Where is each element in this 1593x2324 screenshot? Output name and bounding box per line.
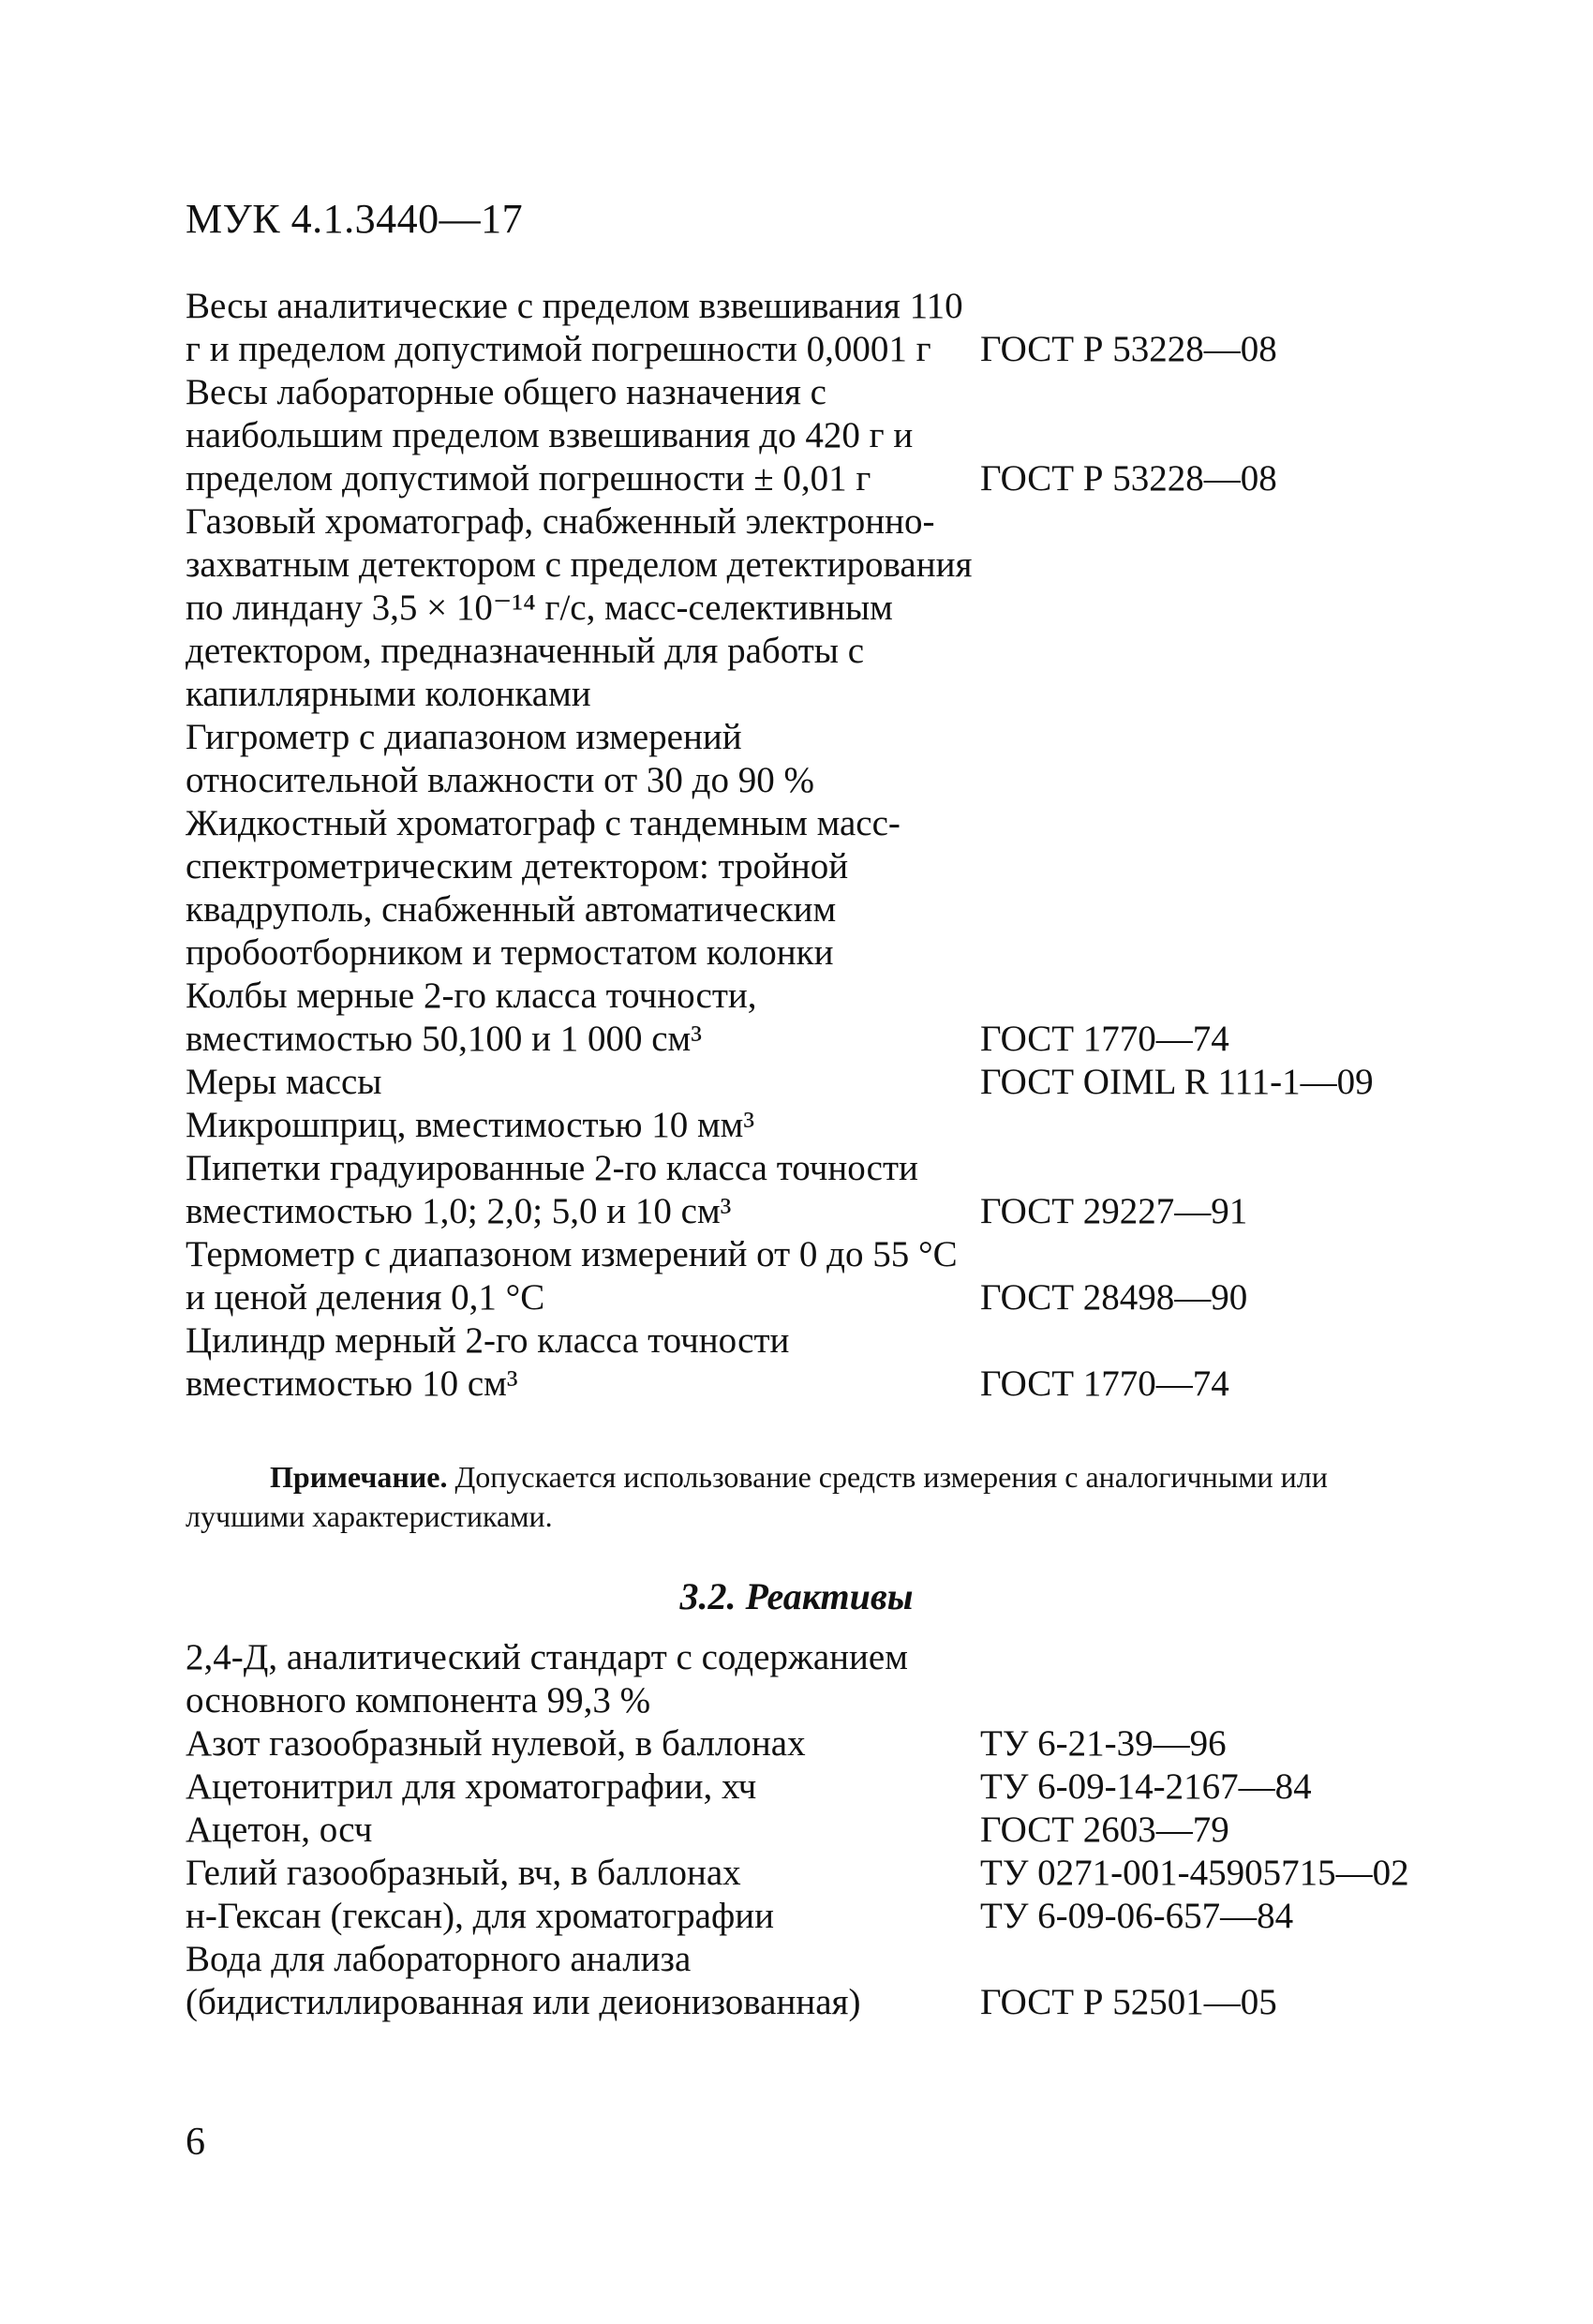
- list-item: [186, 1233, 1441, 1319]
- list-item: [186, 1852, 1441, 1895]
- item-name: Микрошприц, вместимостью 10 мм³: [186, 1105, 755, 1145]
- list-item: [186, 1319, 1441, 1406]
- item-name: Вода для лабораторного анализа (бидистиллированная или деионизованная): [186, 1939, 861, 2022]
- list-item: [186, 1104, 1441, 1147]
- item-name: Гигрометр с диапазоном измерений относительной влажности от 30 до 90 %: [186, 717, 814, 800]
- list-item: [186, 1722, 1441, 1765]
- item-standard: ГОСТ 1770—74: [980, 1363, 1229, 1404]
- note-text: Допускается использование средств измерения с аналогичными или лучшими характеристиками.: [186, 1460, 1328, 1533]
- item-name: Азот газообразный нулевой, в баллонах: [186, 1723, 806, 1764]
- item-standard: ГОСТ OIML R 111-1—09: [980, 1062, 1374, 1102]
- list-item: [186, 1636, 1441, 1722]
- item-name: Жидкостный хроматограф с тандемным масс-спектрометрическим детектором: тройной квадруполь, снабженный автоматическим пробоотборником и термостатом колонки: [186, 803, 901, 973]
- note-paragraph: [186, 1457, 1404, 1536]
- item-standard: ТУ 6-09-06-657—84: [980, 1896, 1294, 1936]
- item-standard: ГОСТ 28498—90: [980, 1277, 1248, 1318]
- item-name: Цилиндр мерный 2-го класса точности вместимостью 10 см³: [186, 1320, 790, 1404]
- item-standard: ГОСТ 29227—91: [980, 1191, 1248, 1231]
- item-standard: ГОСТ Р 53228—08: [980, 458, 1277, 499]
- item-name: Термометр с диапазоном измерений от 0 до 55 °С и ценой деления 0,1 °С: [186, 1234, 958, 1318]
- item-name: Газовый хроматограф, снабженный электронно-захватным детектором с пределом детектирования по линдану 3,5 × 10⁻¹⁴ г/с, масс-селективным детектором, предназначенный для работы с капиллярными колонками: [186, 501, 973, 714]
- list-item: [186, 716, 1441, 802]
- list-item: [186, 1765, 1441, 1809]
- list-item: [186, 1938, 1441, 2024]
- item-name: Ацетонитрил для хроматографии, хч: [186, 1766, 757, 1807]
- list-item: [186, 975, 1441, 1061]
- list-item: [186, 285, 1441, 371]
- list-item: [186, 1895, 1441, 1938]
- note-label: Примечание.: [270, 1460, 448, 1494]
- item-name: 2,4-Д, аналитический стандарт с содержанием основного компонента 99,3 %: [186, 1637, 908, 1721]
- item-name: Меры массы: [186, 1062, 382, 1102]
- item-standard: ГОСТ Р 52501—05: [980, 1982, 1277, 2022]
- list-item: [186, 1061, 1441, 1104]
- item-standard: ГОСТ 1770—74: [980, 1019, 1229, 1059]
- item-name: Весы аналитические с пределом взвешивания 110 г и пределом допустимой погрешности 0,0001 г: [186, 286, 963, 369]
- list-item: [186, 1147, 1441, 1233]
- list-item: [186, 1809, 1441, 1852]
- item-name: Гелий газообразный, вч, в баллонах: [186, 1853, 741, 1893]
- item-standard: ТУ 0271-001-45905715—02: [980, 1853, 1409, 1893]
- item-standard: ГОСТ Р 53228—08: [980, 329, 1277, 369]
- list-item: [186, 802, 1441, 975]
- section-title: 3.2. Реактивы: [679, 1575, 914, 1617]
- equipment-list: [186, 285, 1441, 1406]
- item-name: н-Гексан (гексан), для хроматографии: [186, 1896, 774, 1936]
- reagents-list: [186, 1636, 1441, 2024]
- page-number: 6: [186, 2121, 205, 2164]
- document-id-header: МУК 4.1.3440—17: [186, 196, 524, 242]
- item-name: Весы лабораторные общего назначения с наибольшим пределом взвешивания до 420 г и пределом допустимой погрешности ± 0,01 г: [186, 372, 914, 499]
- list-item: [186, 500, 1441, 716]
- item-name: Колбы мерные 2-го класса точности, вместимостью 50,100 и 1 000 см³: [186, 976, 757, 1059]
- item-name: Ацетон, осч: [186, 1810, 373, 1850]
- item-standard: ГОСТ 2603—79: [980, 1810, 1229, 1850]
- list-item: [186, 371, 1441, 500]
- item-standard: ТУ 6-21-39—96: [980, 1723, 1227, 1764]
- item-standard: ТУ 6-09-14-2167—84: [980, 1766, 1312, 1807]
- item-name: Пипетки градуированные 2-го класса точности вместимостью 1,0; 2,0; 5,0 и 10 см³: [186, 1148, 918, 1231]
